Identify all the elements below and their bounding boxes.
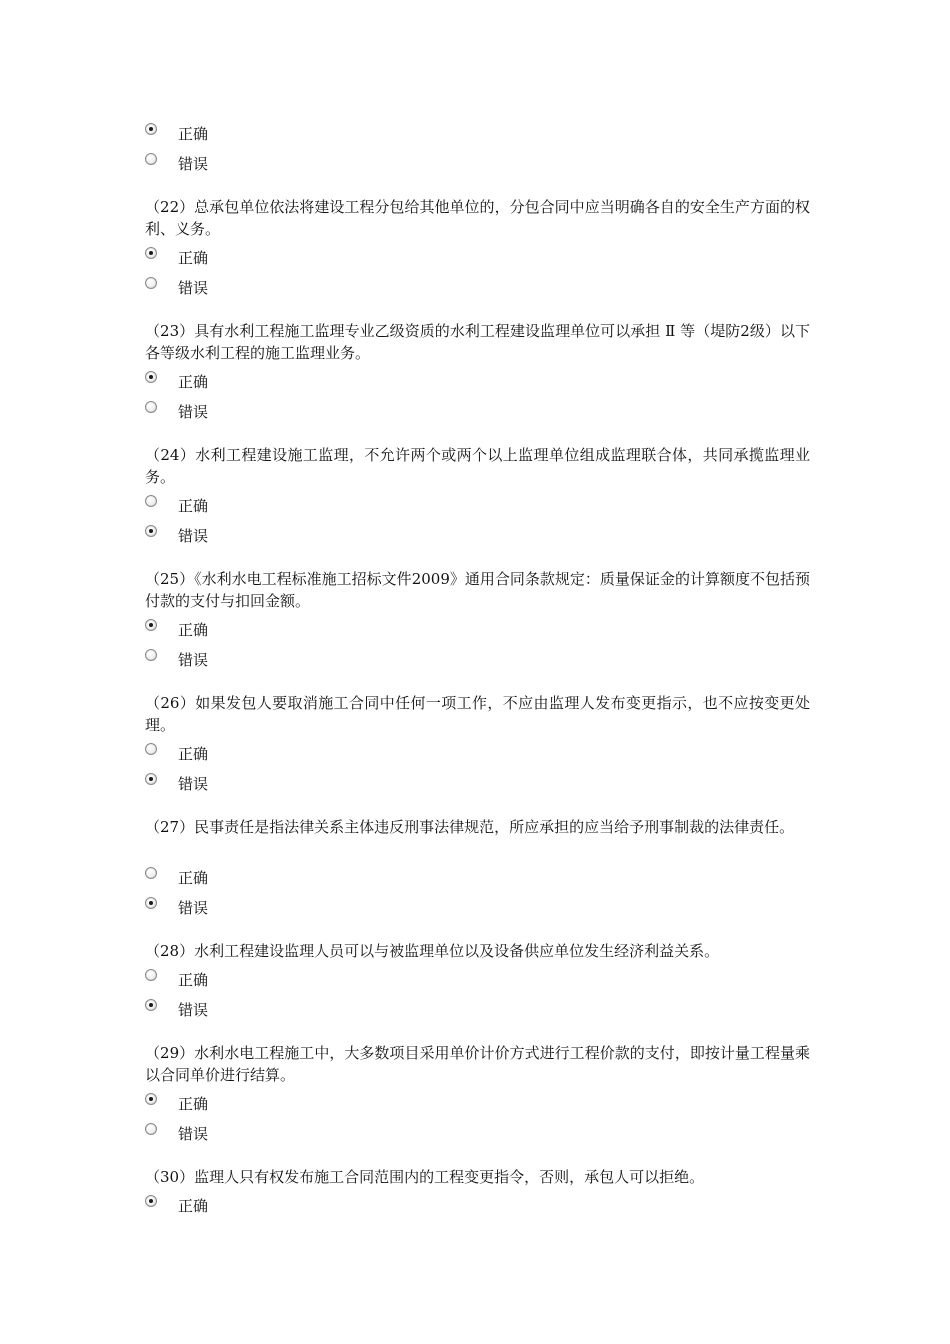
radio-unchecked-icon[interactable] <box>145 743 157 755</box>
option-label: 错误 <box>178 279 209 297</box>
option-correct[interactable] <box>145 866 208 890</box>
option-correct[interactable] <box>145 246 208 270</box>
option-correct[interactable] <box>145 494 208 518</box>
option-correct[interactable] <box>145 968 208 992</box>
question-number: （26） <box>145 694 196 712</box>
option-correct[interactable] <box>145 742 208 766</box>
question-text <box>145 940 810 962</box>
question-text <box>145 692 810 736</box>
question-number: （27） <box>145 818 195 836</box>
question-text <box>145 196 810 240</box>
question-body: 水利水电工程施工中，大多数项目采用单价计价方式进行工程价款的支付，即按计量工程量乘以合同单价进行结算。 <box>145 1044 810 1084</box>
option-label: 正确 <box>178 497 209 515</box>
question-body: 水利工程建设施工监理，不允许两个或两个以上监理单位组成监理联合体，共同承揽监理业务。 <box>145 446 810 486</box>
option-label: 错误 <box>178 527 209 545</box>
option-label: 错误 <box>178 403 209 421</box>
option-wrong[interactable] <box>145 896 208 920</box>
radio-unchecked-icon[interactable] <box>145 1123 157 1135</box>
radio-checked-icon[interactable] <box>145 897 157 909</box>
option-label: 正确 <box>178 1095 209 1113</box>
question-number: （23） <box>145 322 195 340</box>
option-label: 正确 <box>178 249 209 267</box>
radio-checked-icon[interactable] <box>145 123 157 135</box>
option-correct[interactable] <box>145 618 208 642</box>
radio-unchecked-icon[interactable] <box>145 969 157 981</box>
option-label: 正确 <box>178 1197 209 1215</box>
question-number: （28） <box>145 942 195 960</box>
option-wrong[interactable] <box>145 276 208 300</box>
question-body: 《水利水电工程标准施工招标文件2009》通用合同条款规定：质量保证金的计算额度不包括预付款的支付与扣回金额。 <box>145 570 810 610</box>
option-wrong[interactable] <box>145 400 208 424</box>
option-correct[interactable] <box>145 370 208 394</box>
question-number: （24） <box>145 446 196 464</box>
option-label: 正确 <box>178 621 209 639</box>
option-wrong[interactable] <box>145 772 208 796</box>
option-label: 错误 <box>178 155 209 173</box>
radio-unchecked-icon[interactable] <box>145 649 157 661</box>
option-label: 正确 <box>178 869 209 887</box>
option-label: 正确 <box>178 745 209 763</box>
question-body: 监理人只有权发布施工合同范围内的工程变更指令，否则，承包人可以拒绝。 <box>194 1168 705 1186</box>
option-wrong[interactable] <box>145 524 208 548</box>
option-wrong[interactable] <box>145 152 208 176</box>
question-number: （22） <box>145 198 195 216</box>
option-correct[interactable] <box>145 1194 208 1218</box>
option-wrong[interactable] <box>145 648 208 672</box>
question-number: （29） <box>145 1044 195 1062</box>
question-body: 总承包单位依法将建设工程分包给其他单位的，分包合同中应当明确各自的安全生产方面的权利、义务。 <box>145 198 810 238</box>
question-body: 水利工程建设监理人员可以与被监理单位以及设备供应单位发生经济利益关系。 <box>194 942 720 960</box>
option-label: 错误 <box>178 1125 209 1143</box>
question-number: （25） <box>145 570 195 588</box>
radio-checked-icon[interactable] <box>145 525 157 537</box>
radio-checked-icon[interactable] <box>145 619 157 631</box>
question-body: 如果发包人要取消施工合同中任何一项工作，不应由监理人发布变更指示，也不应按变更处理。 <box>145 694 810 734</box>
question-number: （30） <box>145 1168 195 1186</box>
option-label: 错误 <box>178 899 209 917</box>
option-label: 正确 <box>178 125 209 143</box>
question-text <box>145 816 810 838</box>
radio-checked-icon[interactable] <box>145 1093 157 1105</box>
question-body: 民事责任是指法律关系主体违反刑事法律规范，所应承担的应当给予刑事制裁的法律责任。 <box>194 818 795 836</box>
option-wrong[interactable] <box>145 1122 208 1146</box>
question-text <box>145 1042 810 1086</box>
question-text <box>145 444 810 488</box>
radio-checked-icon[interactable] <box>145 1195 157 1207</box>
option-label: 错误 <box>178 1001 209 1019</box>
question-text <box>145 320 810 364</box>
question-body: 具有水利工程施工监理专业乙级资质的水利工程建设监理单位可以承担 Ⅱ 等（堤防2级）以下各等级水利工程的施工监理业务。 <box>145 322 810 362</box>
radio-checked-icon[interactable] <box>145 247 157 259</box>
option-label: 错误 <box>178 775 209 793</box>
radio-unchecked-icon[interactable] <box>145 401 157 413</box>
option-wrong[interactable] <box>145 998 208 1022</box>
question-text <box>145 568 810 612</box>
radio-unchecked-icon[interactable] <box>145 867 157 879</box>
option-label: 正确 <box>178 373 209 391</box>
radio-checked-icon[interactable] <box>145 999 157 1011</box>
option-label: 错误 <box>178 651 209 669</box>
option-correct[interactable] <box>145 1092 208 1116</box>
radio-unchecked-icon[interactable] <box>145 277 157 289</box>
question-text <box>145 1166 810 1188</box>
radio-checked-icon[interactable] <box>145 371 157 383</box>
radio-unchecked-icon[interactable] <box>145 153 157 165</box>
option-label: 正确 <box>178 971 209 989</box>
radio-unchecked-icon[interactable] <box>145 495 157 507</box>
option-correct[interactable] <box>145 122 208 146</box>
radio-checked-icon[interactable] <box>145 773 157 785</box>
